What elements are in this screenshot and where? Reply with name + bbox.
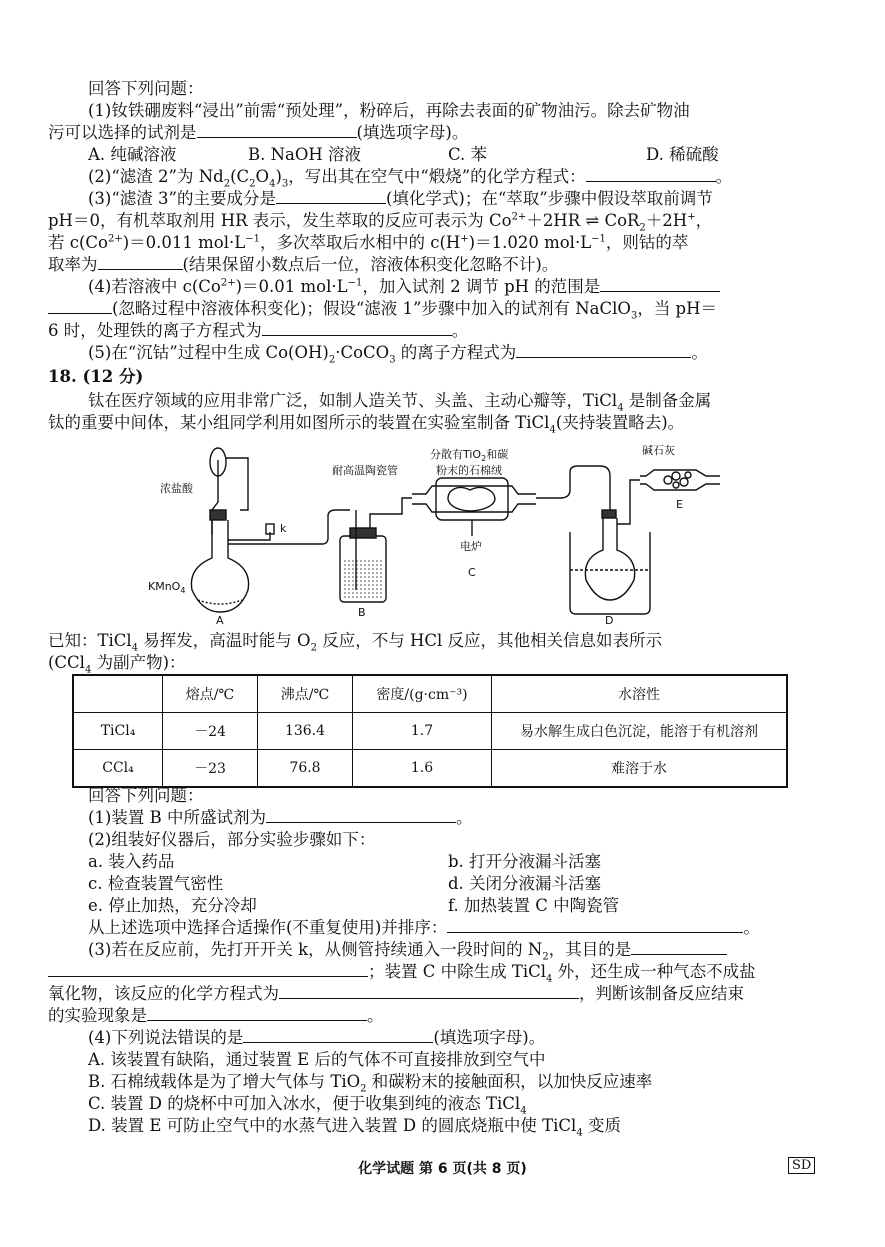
table-cell: 1.6 [353, 750, 492, 788]
answer-blank[interactable] [147, 1005, 367, 1021]
table-cell: 易水解生成白色沉淀，能溶于有机溶剂 [492, 713, 788, 750]
answer-blank[interactable] [586, 166, 716, 182]
table-cell: －24 [163, 713, 258, 750]
q17-option-c: C. 苯 [448, 145, 488, 164]
step-a: a. 装入药品 [88, 852, 175, 871]
table-cell: 难溶于水 [492, 750, 788, 788]
answer-blank[interactable] [262, 320, 452, 336]
label-c: C [468, 566, 476, 579]
q17-part5: (5)在“沉钴”过程中生成 $Co(OH)_2\cdot CoCO_3$ 的离子方程式为 。 [88, 343, 708, 364]
apparatus-diagram [140, 440, 740, 625]
answer-blank[interactable] [197, 122, 357, 138]
connecting-tube-ab [228, 510, 350, 544]
q17-part3-line3: 若 $c(Co^{2+})=0.011$ $mol\cdot L^{-1}$，多次萃取后水相中的 c(H+)＝1.020 $mol\cdot L^{-1}$，则钴的萃 [48, 233, 689, 252]
table-row [73, 750, 787, 788]
flask-stopper [210, 510, 226, 520]
table-cell: －23 [163, 750, 258, 788]
q18-known-line1: 已知：TiCl$_4$ 易挥发，高温时能与 $O_2$ 反应，不与 HCl 反应，其他相关信息如表所示 [48, 631, 662, 652]
q18-choice-b: B. 石棉绒载体是为了增大气体与 TiO$_2$ 和碳粉末的接触面积，以加快反应速率 [88, 1072, 653, 1093]
funnel-stem [212, 460, 218, 535]
q17-part4-line3: 6 时，处理铁的离子方程式为 。 [48, 321, 469, 340]
sd-badge: SD [788, 1157, 815, 1174]
label-a: A [216, 614, 224, 625]
label-soda-lime: 碱石灰 [642, 444, 675, 457]
label-conc-hcl: 浓盐酸 [160, 482, 193, 495]
table-header-row [73, 675, 787, 713]
label-b: B [358, 606, 366, 619]
answer-blank[interactable] [266, 807, 456, 823]
table-cell: CCl₄ [73, 750, 163, 788]
q17-part2: (2)“滤渣 2”为 $Nd_2(C_2O_4)_3$，写出其在空气中“煅烧”的化学方程式： 。 [88, 167, 733, 188]
asbestos-wool [448, 487, 495, 511]
step-d: d. 关闭分液漏斗活塞 [448, 874, 602, 893]
ceramic-tube-top [412, 486, 536, 494]
label-kmno4: KMnO$_4$ [148, 580, 186, 595]
q18-sub3-line4: 的实验现象是 。 [48, 1006, 384, 1025]
answer-blank[interactable] [516, 342, 691, 358]
q17-part3-line2: pH＝0，有机萃取剂用 HR 表示，发生萃取的反应可表示为 $Co^{2+}+2HR$ ⇌ CoR$_2$＋2H+， [48, 211, 713, 232]
q17-part1-line1: (1)钕铁硼废料“浸出”前需“预处理”，粉碎后，再除去表面的矿物油污。除去矿物油 [88, 101, 690, 120]
side-tube [228, 532, 270, 540]
step-e: e. 停止加热，充分冷却 [88, 896, 257, 915]
table-cell: 76.8 [258, 750, 353, 788]
table-header: 沸点/℃ [258, 675, 353, 713]
answer-blank[interactable] [48, 298, 112, 314]
drying-tube-e-bottom [640, 484, 720, 490]
q18-choice-c: C. 装置 D 的烧杯中可加入冰水，便于收集到纯的液态 TiCl$_4$ [88, 1094, 527, 1115]
label-wool-2: 粉末的石棉绒 [436, 464, 502, 477]
q17-part3-line4: 取率为 (结果保留小数点后一位，溶液体积变化忽略不计)。 [48, 255, 559, 274]
table-row [73, 713, 787, 750]
label-e: E [676, 498, 683, 511]
beaker-d [570, 532, 650, 614]
q18-answer-intro: 回答下列问题： [88, 786, 204, 805]
q17-option-a: A. 纯碱溶液 [88, 145, 177, 164]
round-bottom-flask-d [585, 518, 634, 600]
table-header [73, 675, 163, 713]
answer-blank[interactable] [276, 188, 386, 204]
q18-sub4: (4)下列说法错误的是 (填选项字母)。 [88, 1028, 546, 1047]
table-cell: 136.4 [258, 713, 353, 750]
q18-sub2-line2: 从上述选项中选择合适操作(不重复使用)并排序： 。 [88, 918, 760, 937]
answer-blank[interactable] [48, 961, 368, 977]
q18-sub1: (1)装置 B 中所盛试剂为 。 [88, 808, 473, 827]
q18-known-line2: (CCl$_4$ 为副产物)： [48, 653, 186, 674]
answer-blank[interactable] [600, 276, 720, 292]
answer-blank[interactable] [447, 917, 743, 933]
electric-furnace [436, 478, 508, 520]
q18-sub2-line1: (2)组装好仪器后，部分实验步骤如下： [88, 830, 376, 849]
answer-blank[interactable] [98, 254, 183, 270]
table-cell: TiCl₄ [73, 713, 163, 750]
label-d: D [605, 614, 614, 625]
tube-bc [370, 498, 412, 528]
label-wool-1: 分散有TiO$_2$和碳 [430, 448, 509, 463]
label-k: k [280, 522, 287, 535]
answer-blank[interactable] [279, 983, 579, 999]
q18-intro-line2: 钛的重要中间体，某小组同学利用如图所示的装置在实验室制备 TiCl$_4$(夹持装置略去)。 [48, 413, 685, 434]
tube-de [617, 480, 640, 524]
answer-blank[interactable] [243, 1027, 433, 1043]
step-b: b. 打开分液漏斗活塞 [448, 852, 602, 871]
page-footer: 化学试题 第 6 页(共 8 页) [358, 1161, 527, 1177]
q18-sub3-line1: (3)若在反应前，先打开开关 k，从侧管持续通入一段时间的 $N_2$，其目的是 [88, 939, 838, 961]
q18-sub3-line2: ；装置 C 中除生成 TiCl$_4$ 外，还生成一种气态不成盐 [48, 961, 838, 983]
table-cell: 1.7 [353, 713, 492, 750]
step-f: f. 加热装置 C 中陶瓷管 [448, 896, 620, 915]
q17-part3-line1: (3)“滤渣 3”的主要成分是 (填化学式)；在“萃取”步骤中假设萃取前调节 [88, 189, 713, 208]
pressure-equalizer-tube [226, 458, 248, 510]
properties-table [72, 674, 788, 788]
step-c: c. 检查装置气密性 [88, 874, 224, 893]
q17-option-d: D. 稀硫酸 [646, 145, 719, 164]
table-header: 密度/(g·cm⁻³) [353, 675, 492, 713]
q17-intro: 回答下列问题： [88, 79, 204, 98]
q17-option-b: B. NaOH 溶液 [248, 145, 362, 164]
round-bottom-flask-a [191, 520, 248, 612]
label-ceramic-tube: 耐高温陶瓷管 [332, 464, 398, 477]
q18-sub3-line3: 氧化物，该反应的化学方程式为 ，判断该制备反应结束 [48, 984, 744, 1003]
q17-part1-line2: 污可以选择的试剂是 (填选项字母)。 [48, 123, 469, 142]
q17-part4-line1: (4)若溶液中 $c(Co^{2+})=0.01$ $mol\cdot L^{-1}$，加入试剂 2 调节 pH 的范围是 [88, 276, 838, 298]
q18-choice-a: A. 该装置有缺陷，通过装置 E 后的气体不可直接排放到空气中 [88, 1050, 546, 1069]
q18-number: 18. (12 分) [48, 367, 144, 386]
tube-cd [536, 466, 610, 512]
label-furnace: 电炉 [460, 540, 482, 553]
table-header: 熔点/℃ [163, 675, 258, 713]
q17-part4-line2: (忽略过程中溶液体积变化)；假设“滤液 1”步骤中加入的试剂有 NaClO$_3$，当 pH＝ [48, 298, 838, 320]
answer-blank[interactable] [631, 939, 727, 955]
q18-choice-d: D. 装置 E 可防止空气中的水蒸气进入装置 D 的圆底烧瓶中使 TiCl$_4$ 变质 [88, 1116, 621, 1137]
table-header: 水溶性 [492, 675, 788, 713]
q18-intro-line1: 钛在医疗领域的应用非常广泛，如制人造关节、头盖、主动心瓣等，TiCl$_4$ 是制备金属 [88, 391, 712, 412]
